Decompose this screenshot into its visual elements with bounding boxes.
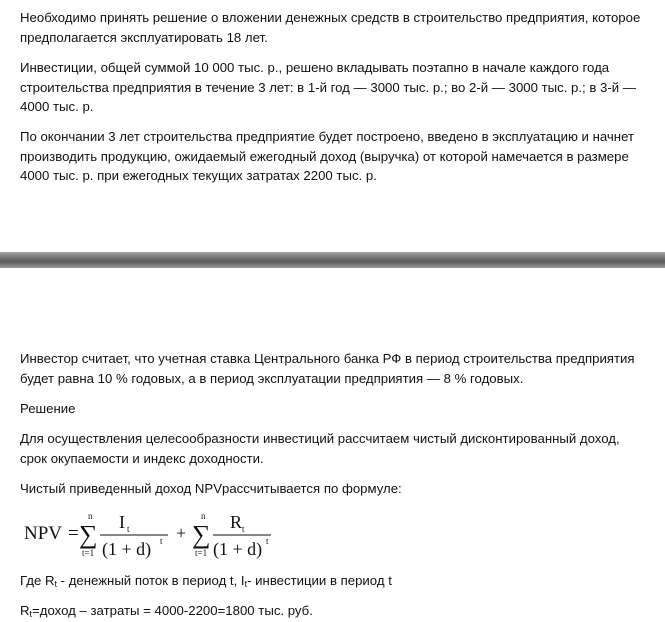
formula-sum2-bottom: t=1: [195, 548, 208, 558]
paragraph-operation: По окончании 3 лет строительства предприятие будет построено, введено в эксплуатацию и начнет производить продукцию, ожидаемый ежегодный доход (выручка) от которой намечается в размере 4000 тыс. р. при ежегодных текущих затратах 2200 тыс. р.: [20, 129, 635, 183]
formula-num2-sub: t: [242, 524, 245, 534]
definitions-sub-b: t: [244, 579, 248, 589]
npv-formula: [20, 506, 280, 566]
heading-solution: Решение: [20, 401, 76, 416]
document-page-1: [0, 0, 665, 252]
formula-sum1-bottom: t=1: [82, 548, 95, 558]
paragraph-rates: Инвестор считает, что учетная ставка Центрального банка РФ в период строительства предприятия будет равна 10 % годовых, а в период эксплуатации предприятия — 8 % годовых.: [20, 351, 635, 386]
formula-num1-sub: t: [127, 524, 130, 534]
paragraph-npv-intro: Чистый приведенный доход NPVрассчитывается по формуле:: [20, 481, 402, 496]
formula-den1: (1 + d): [102, 539, 152, 559]
definitions-part-c: - инвестиции в период t: [247, 573, 392, 588]
cashflow-part-a: R: [20, 603, 30, 618]
paragraph-cashflow-calc: [20, 601, 650, 621]
formula-den1-exp: t: [160, 536, 163, 546]
formula-sum2-top: n: [201, 511, 206, 521]
formula-lhs: NPV: [24, 523, 63, 544]
definitions-part-b: - денежный поток в период t, I: [57, 573, 245, 588]
formula-plus: +: [176, 523, 187, 543]
paragraph-task-intro: Необходимо принять решение о вложении денежных средств в строительство предприятия, которое предполагается эксплуатировать 18 лет.: [20, 10, 641, 45]
definitions-sub-a: t: [54, 579, 57, 589]
formula-den2-exp: t: [266, 536, 269, 546]
paragraph-method: Для осуществления целесообразности инвестиций рассчитаем чистый дисконтированный доход, срок окупаемости и индекс доходности.: [20, 431, 620, 466]
paragraph-investments: Инвестиции, общей суммой 10 000 тыс. р., решено вкладывать поэтапно в начале каждого года строительства предприятия в течение 3 лет: в 1-й год — 3000 тыс. р.; во 2-й — 3000 тыс. р.; в 3-й — 4000 тыс. р.: [20, 60, 636, 114]
cashflow-part-b: =доход – затраты = 4000-2200=1800 тыс. руб.: [32, 603, 313, 618]
cashflow-sub-a: t: [29, 609, 33, 619]
page-separator: [0, 252, 665, 268]
paragraph-definitions: [20, 571, 650, 591]
sum-icon: ∑: [192, 520, 211, 549]
definitions-part-a: Где R: [20, 573, 55, 588]
formula-equals: =: [68, 523, 79, 544]
formula-sum1-top: n: [88, 511, 93, 521]
document-page-2: [0, 268, 665, 622]
sum-icon: ∑: [79, 520, 98, 549]
formula-num2: R: [230, 512, 243, 532]
formula-num1: I: [119, 512, 125, 532]
formula-den2: (1 + d): [213, 539, 263, 559]
